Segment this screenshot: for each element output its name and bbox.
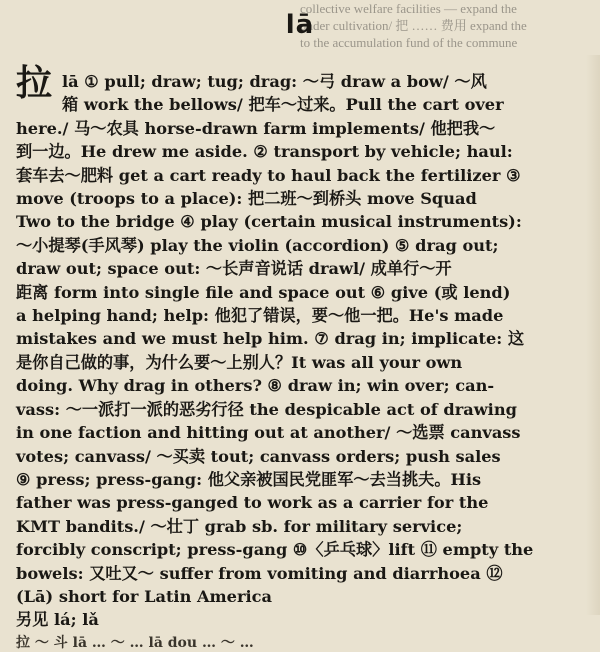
entry-line: father was press-ganged to work as a carrier for the: [16, 493, 489, 513]
dictionary-entry: [16, 62, 598, 632]
see-also: 另见 lá; lǎ: [16, 610, 99, 630]
entry-line: here./ 马～农具 horse-drawn farm implements/ 他把我～: [16, 118, 496, 138]
entry-line: bowels: 又吐又～ suffer from vomiting and diarrhoea ⑫: [16, 563, 503, 583]
entry-line: 是你自己做的事，为什么要～上别人？It was all your own: [16, 352, 463, 372]
entry-line: votes; canvass/ ～买卖 tout; canvass orders; push sales: [16, 446, 501, 466]
entry-line: (Lā) short for Latin America: [16, 586, 272, 606]
entry-line: 到一边。He drew me aside. ② transport by vehicle; haul:: [16, 142, 513, 162]
headword: 拉: [16, 62, 53, 104]
entry-line: lā ① pull; draw; tug; drag: ～弓 draw a bow/ ～风: [62, 72, 487, 91]
entry-line: 套车去～肥料 get a cart ready to haul back the fertilizer ③: [16, 165, 521, 185]
bleed-line: under cultivation/ 把 …… 费用 expand the: [300, 18, 527, 33]
page-header-pinyin: lā: [285, 10, 315, 40]
bleed-line: to the accumulation fund of the commune: [300, 35, 518, 50]
entry-line: 箱 work the bellows/ 把车～过来。Pull the cart over: [62, 95, 504, 115]
bleed-line: collective welfare facilities — expand the: [300, 1, 517, 16]
entry-line: Two to the bridge ④ play (certain musical instruments):: [16, 212, 522, 232]
entry-line: vass: ～一派打一派的恶劣行径 the despicable act of drawing: [16, 399, 517, 419]
entry-line: a helping hand; help: 他犯了错误，要～他一把。He's made: [16, 306, 504, 326]
entry-line: mistakes and we must help him. ⑦ drag in; implicate: 这: [16, 329, 525, 349]
entry-line: KMT bandits./ ～壮丁 grab sb. for military service;: [16, 516, 463, 536]
entry-line: in one faction and hitting out at another/ ～选票 canvass: [16, 423, 521, 443]
entry-line: 距离 form into single file and space out ⑥ give (或 lend): [16, 282, 511, 302]
entry-line: move (troops to a place): 把二班～到桥头 move Squad: [16, 189, 477, 209]
entry-line: forcibly conscript; press-gang ⑩〈乒乓球〉lift ⑪ empty the: [16, 540, 534, 560]
next-entry-fragment: 拉 ～ 斗 lā … ～ … lā dou … ～ …: [16, 635, 254, 651]
entry-line: draw out; space out: ～长声音说话 drawl/ 成单行～开: [16, 259, 452, 279]
entry-line: doing. Why drag in others? ⑧ draw in; win over; can-: [16, 376, 495, 396]
entry-line: ⑨ press; press-gang: 他父亲被国民党匪军～去当挑夫。His: [16, 469, 482, 489]
entry-line: ～小提琴(手风琴) play the violin (accordion) ⑤ drag out;: [16, 235, 499, 255]
